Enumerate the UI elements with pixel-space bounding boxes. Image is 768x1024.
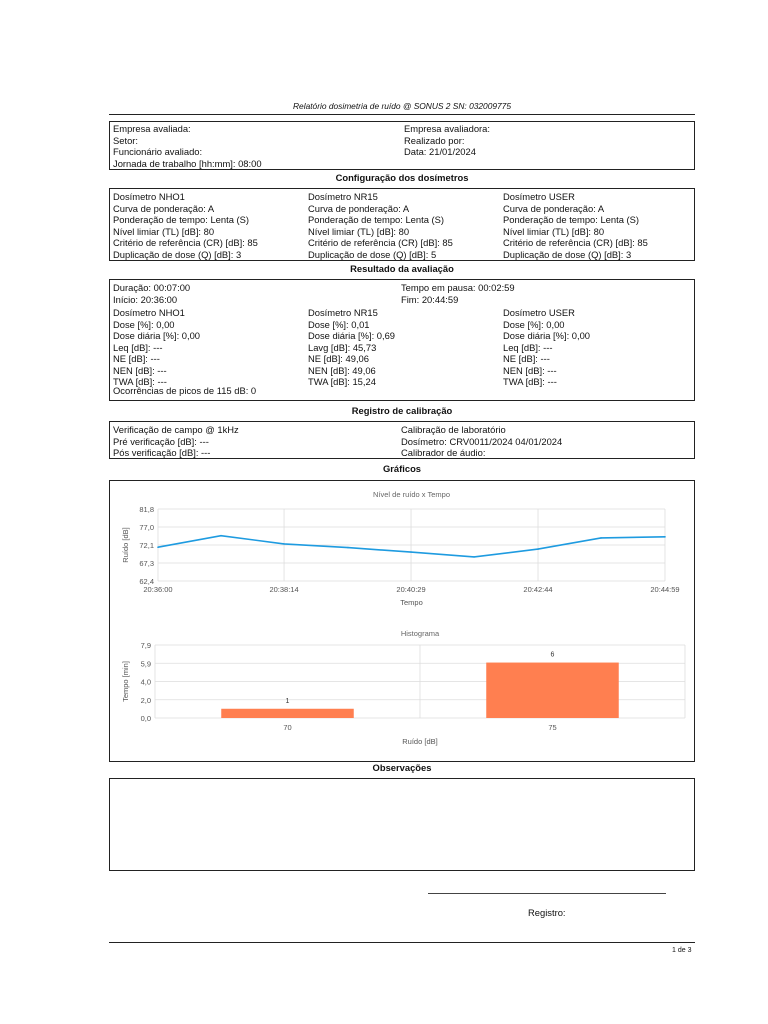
result-nho1-line: Dosímetro NHO1 bbox=[113, 307, 185, 318]
calibration-left-column bbox=[113, 424, 239, 459]
result-nho1-line: NEN [dB]: --- bbox=[113, 364, 167, 376]
calibration-right-line: Calibração de laboratório bbox=[401, 424, 506, 435]
result-user-line: Dosímetro USER bbox=[503, 307, 575, 318]
result-box bbox=[109, 279, 695, 401]
result-user-line: NE [dB]: --- bbox=[503, 353, 550, 364]
line-chart-series-line bbox=[158, 536, 665, 557]
result-duration: Duração: 00:07:00 bbox=[113, 282, 191, 293]
line-chart-point bbox=[664, 536, 666, 538]
histogram-x-axis-label: Ruído [dB] bbox=[402, 737, 438, 746]
line-chart-y-tick-label: 62,4 bbox=[139, 577, 154, 586]
config-nho1-line: Duplicação de dose (Q) [dB]: 3 bbox=[113, 248, 242, 260]
result-time-right bbox=[401, 282, 515, 305]
histogram-bar bbox=[221, 709, 354, 718]
line-chart-point bbox=[537, 548, 539, 550]
report-title: Relatório dosimetria de ruído @ SONUS 2 SN: 032009775 bbox=[293, 101, 511, 111]
line-chart-title: Nível de ruído x Tempo bbox=[373, 490, 450, 499]
result-nho1-line: TWA [dB]: --- bbox=[113, 376, 167, 387]
config-user-column bbox=[503, 191, 648, 260]
config-nr15-line: Ponderação de tempo: Lenta (S) bbox=[308, 214, 445, 225]
config-user-line: Dosímetro USER bbox=[503, 191, 575, 202]
config-nho1-line: Curva de ponderação: A bbox=[113, 202, 215, 214]
result-user-line: TWA [dB]: --- bbox=[503, 376, 557, 387]
page-number: 1 de 3 bbox=[672, 947, 692, 954]
company-left-line: Empresa avaliada: bbox=[113, 123, 191, 134]
line-chart-x-tick-label: 20:36:00 bbox=[143, 585, 173, 594]
config-nr15-line: Nível limiar (TL) [dB]: 80 bbox=[308, 225, 410, 237]
histogram-y-tick-label: 0,0 bbox=[140, 714, 151, 723]
graphs-section-title: Gráficos bbox=[382, 463, 422, 474]
histogram-y-tick-label: 4,0 bbox=[140, 677, 151, 687]
config-nr15-line: Curva de ponderação: A bbox=[308, 202, 410, 214]
result-nr15-column bbox=[308, 307, 395, 388]
result-nr15-line: Dose diária [%]: 0,69 bbox=[308, 330, 396, 341]
result-section-title: Resultado da avaliação bbox=[350, 263, 454, 274]
result-nr15-line: TWA [dB]: 15,24 bbox=[308, 376, 376, 387]
line-chart-y-axis-label: Ruído [dB] bbox=[121, 527, 130, 563]
config-box bbox=[109, 188, 695, 261]
calibration-box bbox=[109, 421, 695, 459]
result-pause: Tempo em pausa: 00:02:59 bbox=[401, 282, 515, 293]
line-chart-x-tick-label: 20:38:14 bbox=[269, 585, 299, 594]
company-left-line: Jornada de trabalho [hh:mm]: 08:00 bbox=[113, 157, 262, 169]
line-chart-y-tick-label: 67,3 bbox=[139, 559, 154, 568]
company-left-line: Funcionário avaliado: bbox=[113, 146, 203, 157]
line-chart-x-axis-label: Tempo bbox=[400, 598, 423, 607]
line-chart-x-tick-label: 20:40:29 bbox=[396, 585, 426, 594]
result-time-left bbox=[113, 282, 190, 305]
result-user-line: Leq [dB]: --- bbox=[503, 341, 553, 353]
charts-svg bbox=[110, 481, 694, 761]
line-chart-point bbox=[157, 546, 159, 548]
histogram-bar bbox=[486, 663, 619, 718]
line-chart-point bbox=[473, 556, 475, 558]
company-right-column bbox=[404, 123, 490, 158]
result-peaks bbox=[113, 385, 256, 397]
calibration-section-title: Registro de calibração bbox=[351, 405, 453, 416]
line-chart-y-tick-label: 72,1 bbox=[139, 541, 154, 550]
observations-section-title: Observações bbox=[372, 762, 432, 773]
config-nho1-column bbox=[113, 191, 258, 260]
graphs-box bbox=[109, 480, 695, 762]
config-user-line: Nível limiar (TL) [dB]: 80 bbox=[503, 225, 605, 237]
result-user-line: Dose [%]: 0,00 bbox=[503, 318, 565, 330]
line-chart-x-tick-label: 20:44:59 bbox=[650, 585, 680, 594]
footer-rule bbox=[109, 942, 695, 943]
result-nr15-line: Dosímetro NR15 bbox=[308, 307, 378, 318]
result-nho1-line: Leq [dB]: --- bbox=[113, 341, 163, 353]
line-chart-point bbox=[283, 543, 285, 545]
result-nho1-line: Dose diária [%]: 0,00 bbox=[113, 330, 201, 341]
histogram-y-tick-label: 5,9 bbox=[140, 659, 151, 669]
result-user-line: Dose diária [%]: 0,00 bbox=[503, 330, 591, 341]
calibration-left-line: Pré verificação [dB]: --- bbox=[113, 435, 209, 447]
config-nho1-line: Dosímetro NHO1 bbox=[113, 191, 185, 202]
observations-box bbox=[109, 778, 695, 871]
calibration-right-line: Dosímetro: CRV0011/2024 04/01/2024 bbox=[401, 435, 563, 447]
config-user-line: Critério de referência (CR) [dB]: 85 bbox=[503, 237, 648, 248]
config-nr15-column bbox=[308, 191, 453, 260]
config-nho1-line: Critério de referência (CR) [dB]: 85 bbox=[113, 237, 258, 248]
histogram-x-tick-label: 75 bbox=[548, 723, 557, 732]
company-right-line: Empresa avaliadora: bbox=[404, 123, 490, 134]
histogram-x-tick-label: 70 bbox=[283, 723, 292, 732]
config-user-line: Curva de ponderação: A bbox=[503, 202, 605, 214]
line-chart-x-tick-label: 20:42:44 bbox=[523, 585, 553, 594]
config-section-title: Configuração dos dosímetros bbox=[335, 172, 469, 183]
result-end: Fim: 20:44:59 bbox=[401, 293, 459, 305]
calibration-left-line: Pós verificação [dB]: --- bbox=[113, 447, 211, 458]
company-right-line: Realizado por: bbox=[404, 134, 465, 146]
company-left-line: Setor: bbox=[113, 134, 139, 146]
config-nho1-line: Ponderação de tempo: Lenta (S) bbox=[113, 214, 250, 225]
company-info-box bbox=[109, 121, 695, 170]
result-nr15-line: NE [dB]: 49,06 bbox=[308, 353, 369, 364]
calibration-right-line: Calibrador de áudio: bbox=[401, 447, 486, 458]
config-nr15-line: Duplicação de dose (Q) [dB]: 5 bbox=[308, 248, 437, 260]
result-start: Início: 20:36:00 bbox=[113, 293, 178, 305]
config-user-line: Ponderação de tempo: Lenta (S) bbox=[503, 214, 640, 225]
result-nho1-column bbox=[113, 307, 200, 388]
result-user-column bbox=[503, 307, 590, 388]
config-nho1-line: Nível limiar (TL) [dB]: 80 bbox=[113, 225, 215, 237]
line-chart-point bbox=[347, 547, 349, 549]
histogram-y-axis-label: Tempo [min] bbox=[121, 661, 130, 702]
histogram-y-tick-label: 2,0 bbox=[140, 695, 151, 705]
result-user-line: NEN [dB]: --- bbox=[503, 364, 557, 376]
line-chart-point bbox=[600, 537, 602, 539]
result-nr15-line: Lavg [dB]: 45,73 bbox=[308, 341, 377, 353]
line-chart-point bbox=[220, 535, 222, 537]
histogram-y-tick-label: 7,9 bbox=[140, 641, 151, 650]
result-nr15-line: NEN [dB]: 49,06 bbox=[308, 364, 376, 376]
result-nho1-line: NE [dB]: --- bbox=[113, 353, 160, 364]
config-nr15-line: Critério de referência (CR) [dB]: 85 bbox=[308, 237, 453, 248]
line-chart-point bbox=[410, 551, 412, 553]
calibration-right-column bbox=[401, 424, 562, 459]
signature-line bbox=[428, 893, 666, 894]
result-nho1-line: Dose [%]: 0,00 bbox=[113, 318, 175, 330]
header-rule bbox=[109, 114, 695, 115]
company-left-column bbox=[113, 123, 262, 169]
company-right-line: Data: 21/01/2024 bbox=[404, 146, 476, 157]
config-user-line: Duplicação de dose (Q) [dB]: 3 bbox=[503, 248, 632, 260]
result-nr15-line: Dose [%]: 0,01 bbox=[308, 318, 370, 330]
result-peaks-text: Ocorrências de picos de 115 dB: 0 bbox=[113, 385, 257, 396]
line-chart-y-tick-label: 77,0 bbox=[139, 523, 154, 532]
histogram-title: Histograma bbox=[400, 629, 440, 638]
histogram-data-label: 1 bbox=[285, 697, 290, 705]
config-nr15-line: Dosímetro NR15 bbox=[308, 191, 378, 202]
signature-label: Registro: bbox=[528, 907, 566, 918]
histogram-data-label: 6 bbox=[550, 651, 555, 659]
calibration-left-line: Verificação de campo @ 1kHz bbox=[113, 424, 239, 435]
line-chart-y-tick-label: 81,8 bbox=[139, 505, 154, 514]
